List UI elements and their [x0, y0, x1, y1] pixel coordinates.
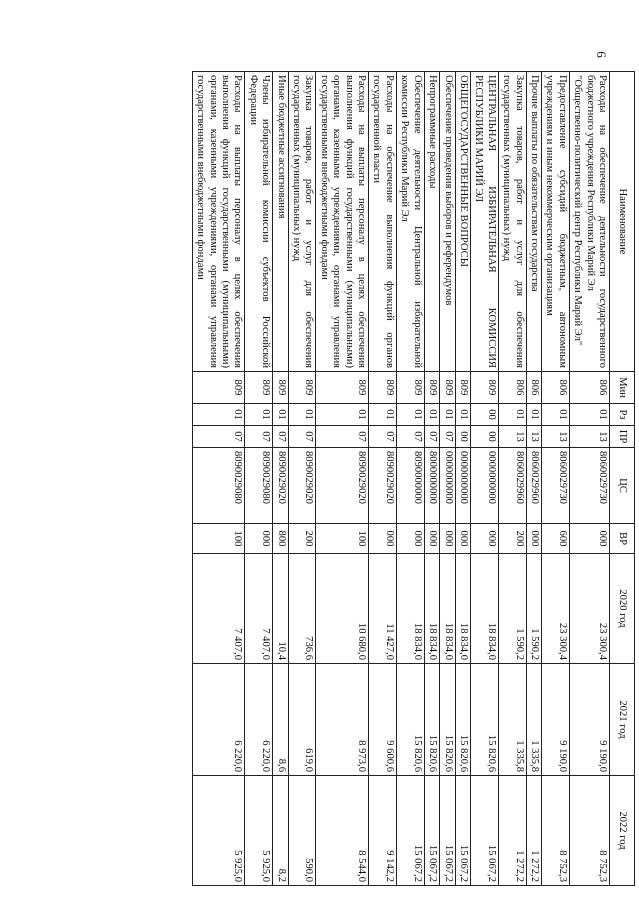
value-2022: 9 142,2	[369, 776, 397, 886]
rz-cell: 01	[192, 404, 245, 426]
value-2020: 10,4	[273, 554, 288, 664]
value-2020: 736,6	[288, 554, 316, 664]
row-name-cell	[245, 72, 273, 372]
min-cell: 806	[526, 372, 541, 404]
value-2020: 18 834,0	[424, 554, 439, 664]
pr-cell: 13	[526, 426, 541, 448]
table-row	[424, 72, 439, 886]
cs-cell: 8060029730	[569, 448, 609, 524]
table-body	[192, 72, 609, 886]
vr-cell: 000	[470, 524, 498, 554]
pr-cell: 07	[288, 426, 316, 448]
value-2021: 1 335,8	[498, 664, 526, 776]
min-cell: 806	[498, 372, 526, 404]
table-row	[470, 72, 498, 886]
value-2022: 15 067,2	[470, 776, 498, 886]
vr-cell: 200	[498, 524, 526, 554]
header-pr: ПР	[610, 426, 635, 448]
rz-cell: 01	[455, 404, 470, 426]
rz-cell: 01	[498, 404, 526, 426]
row-name: Расходы на выплаты персоналу в целях обеспечения выполнения функций государственными (муниципальными) органами, казенными учреждениями, органами управления государственными внебюджетными фондами	[318, 75, 368, 368]
value-2022: 8 544,0	[316, 776, 369, 886]
min-cell: 809	[369, 372, 397, 404]
row-name: Закупка товаров, работ и услуг для обеспечения государственных (муниципальных) нужд	[291, 75, 315, 368]
cs-cell: 8090029020	[369, 448, 397, 524]
row-name: Обеспечение деятельности Центральной избирательной комиссии Республики Марий Эл	[399, 75, 423, 368]
min-cell: 809	[245, 372, 273, 404]
min-cell: 809	[470, 372, 498, 404]
value-2022: 15 067,2	[424, 776, 439, 886]
vr-cell: 000	[526, 524, 541, 554]
row-name-cell	[192, 72, 245, 372]
row-name: Закупка товаров, работ и услуг для обеспечения государственных (муниципальных) нужд	[501, 75, 525, 368]
pr-cell: 00	[470, 426, 498, 448]
cs-cell: 0000000000	[470, 448, 498, 524]
header-cs: ЦС	[610, 448, 635, 524]
min-cell: 809	[440, 372, 455, 404]
value-2021: 6 220,0	[192, 664, 245, 776]
row-name: Расходы на выплаты персоналу в целях обеспечения выполнения функций государственными (муниципальными) органами, казенными учреждениями, органами управления государственными внебюджетными фондами	[195, 75, 244, 368]
min-cell: 806	[569, 372, 609, 404]
row-name: Непрограммные расходы	[427, 75, 439, 189]
header-2021: 2021 год	[610, 664, 635, 776]
page-number: 6	[593, 51, 609, 58]
table-row	[569, 72, 609, 886]
value-2021: 15 820,6	[424, 664, 439, 776]
value-2021: 15 820,6	[470, 664, 498, 776]
row-name-cell	[470, 72, 498, 372]
pr-cell: 07	[273, 426, 288, 448]
value-2020: 1 590,2	[526, 554, 541, 664]
vr-cell: 100	[316, 524, 369, 554]
value-2020: 18 834,0	[455, 554, 470, 664]
value-2022: 8 752,3	[541, 776, 569, 886]
vr-cell: 000	[396, 524, 424, 554]
pr-cell: 07	[424, 426, 439, 448]
header-vr: ВР	[610, 524, 635, 554]
value-2020: 23 300,4	[541, 554, 569, 664]
row-name-cell	[369, 72, 397, 372]
min-cell: 809	[316, 372, 369, 404]
pr-cell: 07	[440, 426, 455, 448]
min-cell: 809	[396, 372, 424, 404]
header-2020: 2020 год	[610, 554, 635, 664]
pr-cell: 13	[498, 426, 526, 448]
row-name: ОБЩЕГОСУДАРСТВЕННЫЕ ВОПРОСЫ	[457, 75, 469, 267]
vr-cell: 800	[273, 524, 288, 554]
cs-cell: 8090029080	[245, 448, 273, 524]
min-cell: 809	[424, 372, 439, 404]
row-name: Члены избирательной комиссии субъектов Российской Федерации	[247, 75, 272, 368]
pr-cell: 00	[455, 426, 470, 448]
vr-cell: 000	[569, 524, 609, 554]
value-2022: 5 925,0	[245, 776, 273, 886]
header-rz: Рз	[610, 404, 635, 426]
table-row	[369, 72, 397, 886]
value-2022: 5 925,0	[192, 776, 245, 886]
cs-cell: 8090029020	[316, 448, 369, 524]
value-2022: 15 067,2	[455, 776, 470, 886]
cs-cell: 8000000000	[424, 448, 439, 524]
value-2020: 10 680,0	[316, 554, 369, 664]
row-name-cell	[424, 72, 439, 372]
row-name: Обеспечение проведения выборов и референдумов	[442, 75, 454, 306]
row-name-cell	[526, 72, 541, 372]
cs-cell: 0000000000	[440, 448, 455, 524]
pr-cell: 13	[569, 426, 609, 448]
cs-cell: 8060029960	[498, 448, 526, 524]
vr-cell: 000	[455, 524, 470, 554]
value-2022: 15 067,2	[440, 776, 455, 886]
value-2021: 9 190,0	[569, 664, 609, 776]
vr-cell: 100	[192, 524, 245, 554]
cs-cell: 8090029020	[288, 448, 316, 524]
row-name-cell	[440, 72, 455, 372]
vr-cell: 000	[369, 524, 397, 554]
rz-cell: 01	[541, 404, 569, 426]
row-name: Прочие выплаты по обязательствам государства	[528, 75, 540, 292]
header-min: Мин	[610, 372, 635, 404]
rz-cell: 01	[424, 404, 439, 426]
pr-cell: 07	[396, 426, 424, 448]
value-2020: 18 834,0	[396, 554, 424, 664]
row-name-cell	[288, 72, 316, 372]
vr-cell: 000	[440, 524, 455, 554]
vr-cell: 200	[288, 524, 316, 554]
table-row	[455, 72, 470, 886]
min-cell: 809	[288, 372, 316, 404]
cs-cell: 8090029080	[192, 448, 245, 524]
row-name: Расходы на обеспечение выполнения функций органов государственной власти	[371, 75, 395, 368]
table-row	[288, 72, 316, 886]
table-row	[316, 72, 369, 886]
rz-cell: 01	[245, 404, 273, 426]
row-name-cell	[396, 72, 424, 372]
row-name: Предоставление субсидий бюджетным, автономным учреждениям и иным некоммерческим организациям	[544, 75, 568, 368]
rz-cell: 01	[526, 404, 541, 426]
value-2021: 15 820,6	[440, 664, 455, 776]
row-name: Расходы на обеспечение деятельности государственного бюджетного учреждения Республики Марий Эл	[584, 75, 608, 368]
table-row	[396, 72, 424, 886]
min-cell: 806	[541, 372, 569, 404]
value-2021: 9 600,6	[369, 664, 397, 776]
rz-cell: 01	[396, 404, 424, 426]
value-2022: 8,2	[273, 776, 288, 886]
value-2020: 1 590,2	[498, 554, 526, 664]
min-cell: 809	[192, 372, 245, 404]
value-2021: 8,6	[273, 664, 288, 776]
cs-cell: 8090029020	[273, 448, 288, 524]
value-2022: 8 752,3	[569, 776, 609, 886]
min-cell: 809	[273, 372, 288, 404]
table-row	[192, 72, 245, 886]
value-2021: 6 220,0	[245, 664, 273, 776]
pr-cell: 07	[369, 426, 397, 448]
row-name: ЦЕНТРАЛЬНАЯ ИЗБИРАТЕЛЬНАЯ КОМИССИЯ РЕСПУБЛИКИ МАРИЙ ЭЛ	[473, 75, 497, 368]
value-2022: 1 272,2	[498, 776, 526, 886]
rz-cell: 01	[440, 404, 455, 426]
value-2021: 619,0	[288, 664, 316, 776]
row-name-cell	[316, 72, 369, 372]
row-name: Иные бюджетные ассигнования	[275, 75, 287, 219]
vr-cell: 600	[541, 524, 569, 554]
row-name-cell	[455, 72, 470, 372]
row-name-cell	[569, 72, 609, 372]
cs-cell: 8060029960	[526, 448, 541, 524]
pr-cell: 07	[245, 426, 273, 448]
pr-cell: 07	[192, 426, 245, 448]
table-row	[440, 72, 455, 886]
value-2022: 1 272,2	[526, 776, 541, 886]
value-2022: 590,0	[288, 776, 316, 886]
value-2020: 11 427,0	[369, 554, 397, 664]
value-2021: 9 190,0	[541, 664, 569, 776]
value-2020: 18 834,0	[470, 554, 498, 664]
rz-cell: 01	[316, 404, 369, 426]
row-name: "Общественно-политический центр Республики Марий Эл"	[572, 75, 584, 346]
header-2022: 2022 год	[610, 776, 635, 886]
header-name: Наименование	[610, 72, 635, 372]
table-row	[541, 72, 569, 886]
table-header-row	[610, 72, 635, 886]
table-row	[498, 72, 526, 886]
cs-cell: 8060029730	[541, 448, 569, 524]
row-name-cell	[273, 72, 288, 372]
row-name-cell	[498, 72, 526, 372]
rz-cell: 01	[369, 404, 397, 426]
cs-cell: 8090000000	[396, 448, 424, 524]
value-2021: 15 820,6	[455, 664, 470, 776]
pr-cell: 07	[316, 426, 369, 448]
rz-cell: 01	[288, 404, 316, 426]
value-2021: 15 820,6	[396, 664, 424, 776]
row-name-cell	[541, 72, 569, 372]
rotated-page	[93, 71, 635, 885]
vr-cell: 000	[424, 524, 439, 554]
value-2020: 23 300,4	[569, 554, 609, 664]
rz-cell: 01	[569, 404, 609, 426]
min-cell: 809	[455, 372, 470, 404]
rz-cell: 01	[273, 404, 288, 426]
value-2021: 1 335,8	[526, 664, 541, 776]
vr-cell: 000	[245, 524, 273, 554]
value-2020: 18 834,0	[440, 554, 455, 664]
value-2022: 15 067,2	[396, 776, 424, 886]
table-row	[245, 72, 273, 886]
table-row	[273, 72, 288, 886]
value-2021: 8 973,0	[316, 664, 369, 776]
table-row	[526, 72, 541, 886]
value-2020: 7 407,0	[192, 554, 245, 664]
rz-cell: 00	[470, 404, 498, 426]
cs-cell: 0000000000	[455, 448, 470, 524]
budget-table	[192, 71, 635, 886]
value-2020: 7 407,0	[245, 554, 273, 664]
pr-cell: 13	[541, 426, 569, 448]
